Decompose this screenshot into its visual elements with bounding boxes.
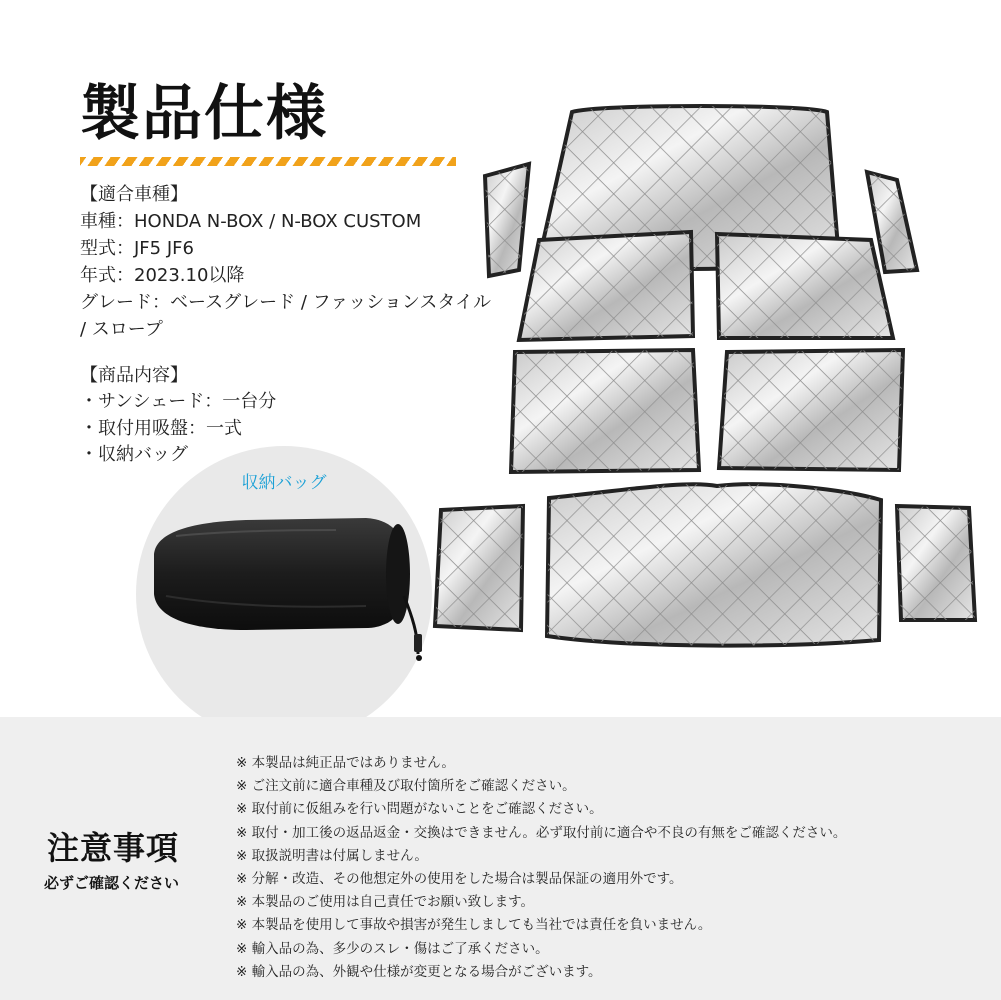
contents-sunshade: ・サンシェード：一台分 [80, 391, 277, 412]
contents-header: 【商品内容】 [80, 365, 188, 386]
notice-list [236, 752, 846, 984]
sunshade-panels-image [427, 100, 987, 660]
notice-item: ※ 本製品は純正品ではありません。 [236, 755, 455, 771]
notice-item: ※ 輸入品の為、多少のスレ・傷はご了承ください。 [236, 940, 549, 957]
notice-item: ※ 取付前に仮組みを行い問題がないことをご確認ください。 [236, 801, 603, 818]
spec-grade: グレード：ベースグレード / ファッションスタイル [80, 292, 491, 313]
spec-type: 型式：JF5 JF6 [80, 238, 194, 259]
spec-grade-cont: / スロープ [80, 319, 163, 340]
notice-item: ※ 取付・加工後の返品返金・交換はできません。必ず取付前に適合や不良の有無をご確認ください。 [236, 824, 847, 841]
spec-model: 車種：HONDA N-BOX / N-BOX CUSTOM [80, 211, 422, 232]
notice-item: ※ 分解・改造、その他想定外の使用をした場合は製品保証の適用外です。 [236, 871, 683, 888]
contents-suction-cups: ・取付用吸盤：一式 [80, 418, 242, 439]
bag-caption: 収納バッグ [241, 473, 327, 493]
notice-item: ※ 本製品を使用して事故や損害が発生しましても当社では責任を負いません。 [236, 917, 712, 934]
notice-subtitle: 必ずご確認ください [44, 874, 180, 892]
title-underline-stripe [80, 157, 456, 166]
spec-year: 年式：2023.10以降 [80, 265, 245, 286]
compat-header: 【適合車種】 [80, 184, 188, 205]
notice-item: ※ 本製品のご使用は自己責任でお願い致します。 [236, 894, 535, 911]
notice-item: ※ ご注文前に適合車種及び取付箇所をご確認ください。 [236, 778, 576, 795]
page-title: 製品仕様 [80, 79, 328, 149]
contents-storage-bag: ・収納バッグ [80, 444, 188, 465]
notice-title: 注意事項 [47, 829, 180, 867]
notice-item: ※ 取扱説明書は付属しません。 [236, 847, 428, 864]
notice-item: ※ 輸入品の為、外観や仕様が変更となる場合がございます。 [236, 963, 602, 980]
